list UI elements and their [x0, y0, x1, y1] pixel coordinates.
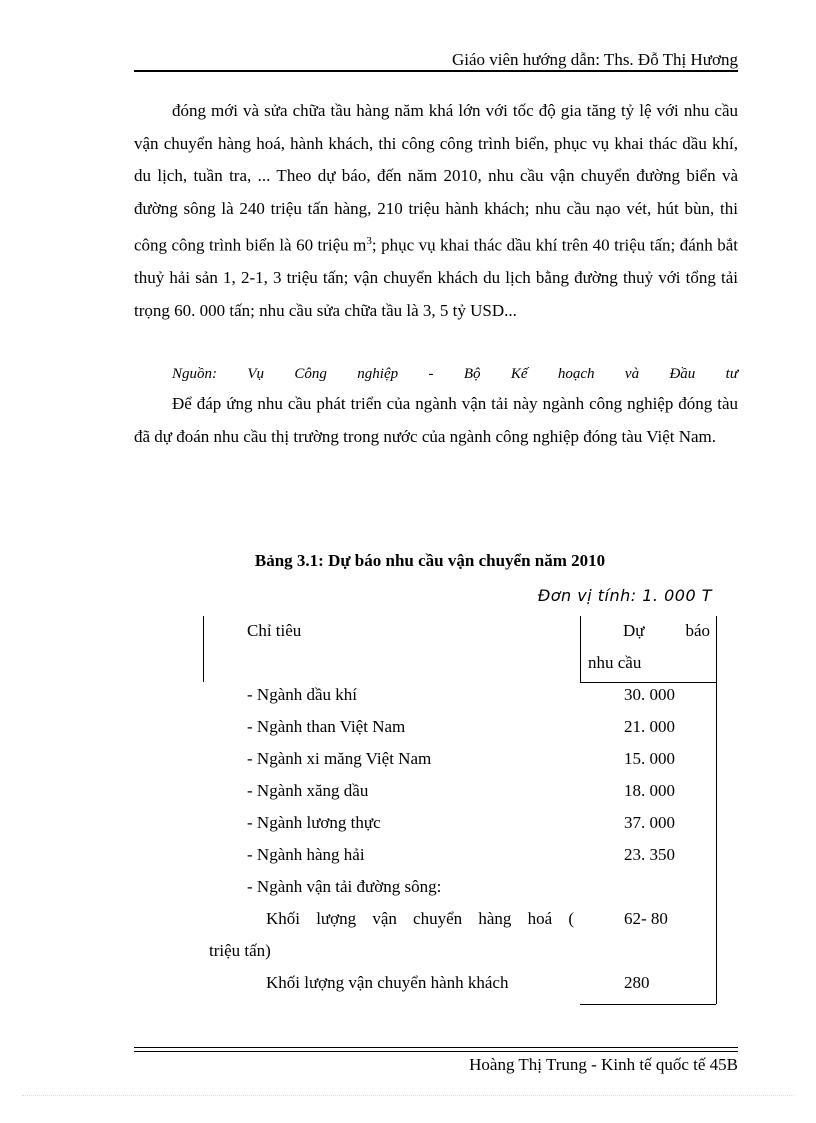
row-label: triệu tấn) — [209, 941, 271, 960]
page-header: Giáo viên hướng dẫn: Ths. Đỗ Thị Hương — [451, 50, 738, 69]
row-label: - Ngành xi măng Việt Nam — [247, 749, 432, 768]
table-header-bottom-border — [580, 682, 716, 683]
page-bottom-dots — [22, 1095, 794, 1096]
table-bottom-border — [580, 1004, 716, 1005]
footer-rule — [134, 1047, 738, 1048]
table-title: Bảng 3.1: Dự báo nhu cầu vận chuyển năm 2010 — [254, 551, 606, 570]
row-label: - Ngành vận tải đường sông: — [247, 877, 442, 896]
row-label: - Ngành dầu khí — [247, 685, 358, 704]
footer-rule — [134, 1051, 738, 1052]
row-value: 30. 000 — [624, 685, 675, 704]
page-footer: Hoàng Thị Trung - Kinh tế quốc tế 45B — [469, 1055, 738, 1074]
row-value: 62- 80 — [624, 909, 668, 928]
row-value: 37. 000 — [624, 813, 675, 832]
paragraph-1-end: ; phục vụ khai thác dầu khí trên 40 triệu tấn; đánh bắt thuỷ hải sản 1, 2-1, 3 triệu tấn; vận chuyển khách du lịch bằng đường thuỷ với tổng tải trọng 60. 000 tấn; nhu cầu sửa chữa tầu là 3, 5 tỷ USD... — [134, 235, 738, 320]
row-label: Khối lượng vận chuyển hành khách — [266, 973, 509, 992]
paragraph-2: Để đáp ứng nhu cầu phát triển của ngành vận tải này ngành công nghiệp đóng tàu đã dự đoán nhu cầu thị trường trong nước của ngành công nghiệp đóng tàu Việt Nam. — [134, 394, 738, 446]
row-label: - Ngành hàng hải — [247, 845, 365, 864]
row-label: Khối lượng vận chuyển hàng hoá ( — [266, 909, 574, 928]
table-mid-border — [580, 616, 581, 682]
row-value: 18. 000 — [624, 781, 675, 800]
table-right-border — [716, 616, 717, 1004]
row-value: 15. 000 — [624, 749, 675, 768]
row-value: 21. 000 — [624, 717, 675, 736]
row-value: 23. 350 — [624, 845, 675, 864]
header-du-bao-text: Dự báo — [623, 621, 710, 640]
row-label: - Ngành lương thực — [247, 813, 381, 832]
superscript: 3 — [366, 235, 372, 247]
row-label: - Ngành than Việt Nam — [247, 717, 406, 736]
row-label: - Ngành xăng dầu — [247, 781, 369, 800]
paragraph-1 — [134, 95, 738, 327]
table-left-border — [203, 616, 204, 682]
source-note: Nguồn: Vụ Công nghiệp - Bộ Kế hoạch và Đầu tư — [172, 366, 738, 382]
row-value: 280 — [624, 973, 650, 992]
header-rule — [134, 70, 738, 72]
header-chi-tieu: Chỉ tiêu — [247, 621, 302, 640]
header-du-bao — [588, 621, 710, 641]
table-unit: Đơn vị tính: 1. 000 T — [537, 586, 712, 605]
header-nhu-cau: nhu cầu — [588, 653, 642, 672]
paragraph-1-text: đóng mới và sửa chữa tầu hàng năm khá lớn với tốc độ gia tăng tỷ lệ với nhu cầu vận chuyển hàng hoá, hành khách, thi công công trình biển, phục vụ khai thác dầu khí, du lịch, tuần tra, ... Theo dự báo, đến năm 2010, nhu cầu vận chuyển đường biển và đường sông là 240 triệu tấn hàng, 210 triệu hành khách; nhu cầu nạo vét, hút bùn, thi công công trình biển là 60 triệu m — [134, 101, 738, 255]
